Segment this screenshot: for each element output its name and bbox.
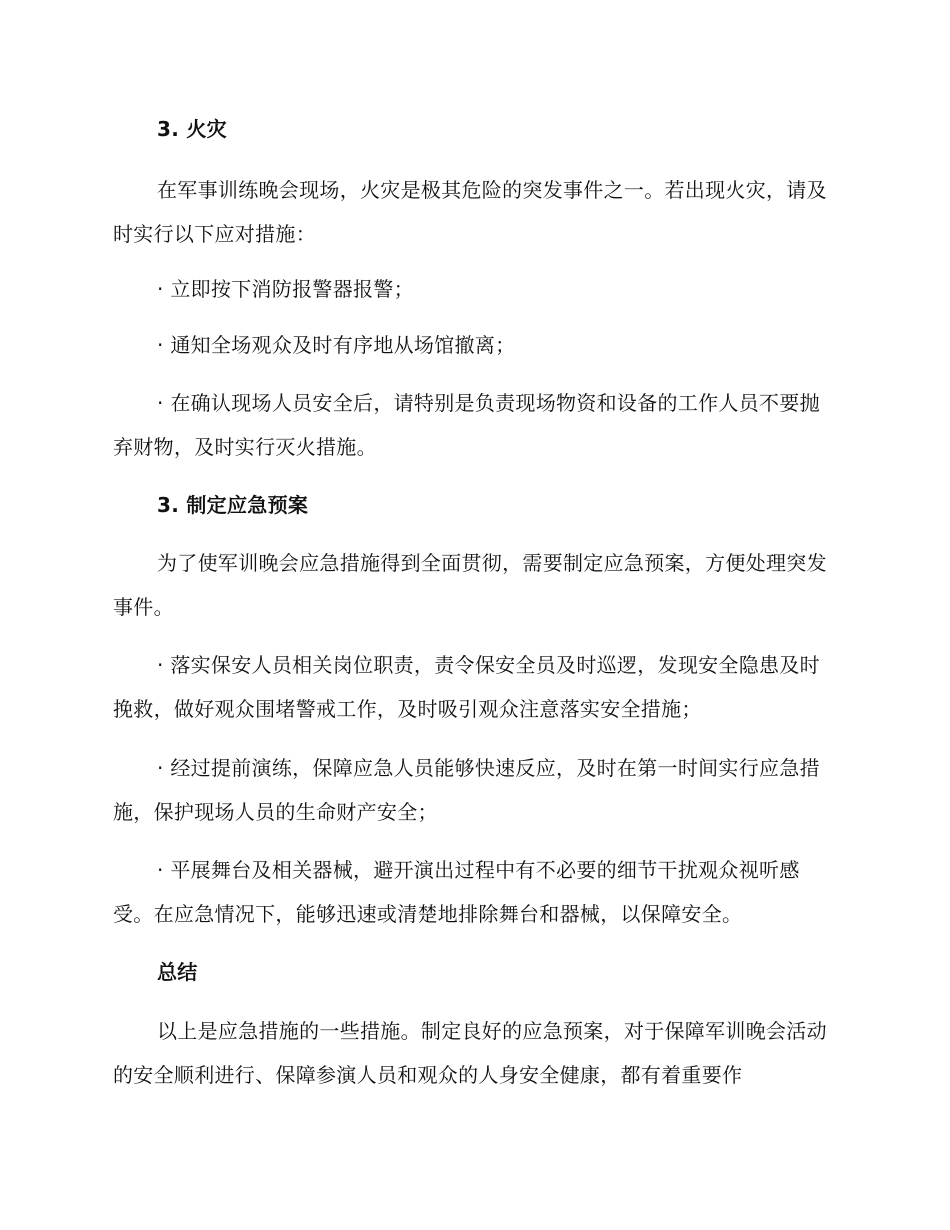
bullet-alarm: · 立即按下消防报警器报警； <box>157 277 414 301</box>
bullet-evacuate: · 通知全场观众及时有序地从场馆撤离； <box>157 333 516 357</box>
bullet-stage: · 平展舞台及相关器械，避开演出过程中有不必要的细节干扰观众视听感受。在应急情况下，能够迅速或清楚地排除舞台和器械，以保障安全。 <box>113 858 800 926</box>
paragraph-summary: 以上是应急措施的一些措施。制定良好的应急预案，对于保障军训晚会活动的安全顺利进行、保障参演人员和观众的人身安全健康，都有着重要作 <box>113 1019 827 1087</box>
paragraph-plan-intro: 为了使军训晚会应急措施得到全面贯彻，需要制定应急预案，方便处理突发事件。 <box>113 551 827 619</box>
section-heading-fire: 3. 火灾 <box>157 117 227 141</box>
section-heading-plan: 3. 制定应急预案 <box>157 493 309 517</box>
paragraph-fire-intro: 在军事训练晚会现场，火灾是极其危险的突发事件之一。若出现火灾，请及时实行以下应对措施： <box>113 178 827 246</box>
bullet-extinguish: · 在确认现场人员安全后，请特别是负责现场物资和设备的工作人员不要抛弃财物，及时实行灭火措施。 <box>113 391 820 459</box>
section-heading-summary: 总结 <box>157 960 198 984</box>
bullet-security: · 落实保安人员相关岗位职责，责令保安全员及时巡逻，发现安全隐患及时挽救，做好观众围堵警戒工作，及时吸引观众注意落实安全措施； <box>113 653 820 721</box>
bullet-drill: · 经过提前演练，保障应急人员能够快速反应，及时在第一时间实行应急措施，保护现场人员的生命财产安全； <box>113 756 820 824</box>
